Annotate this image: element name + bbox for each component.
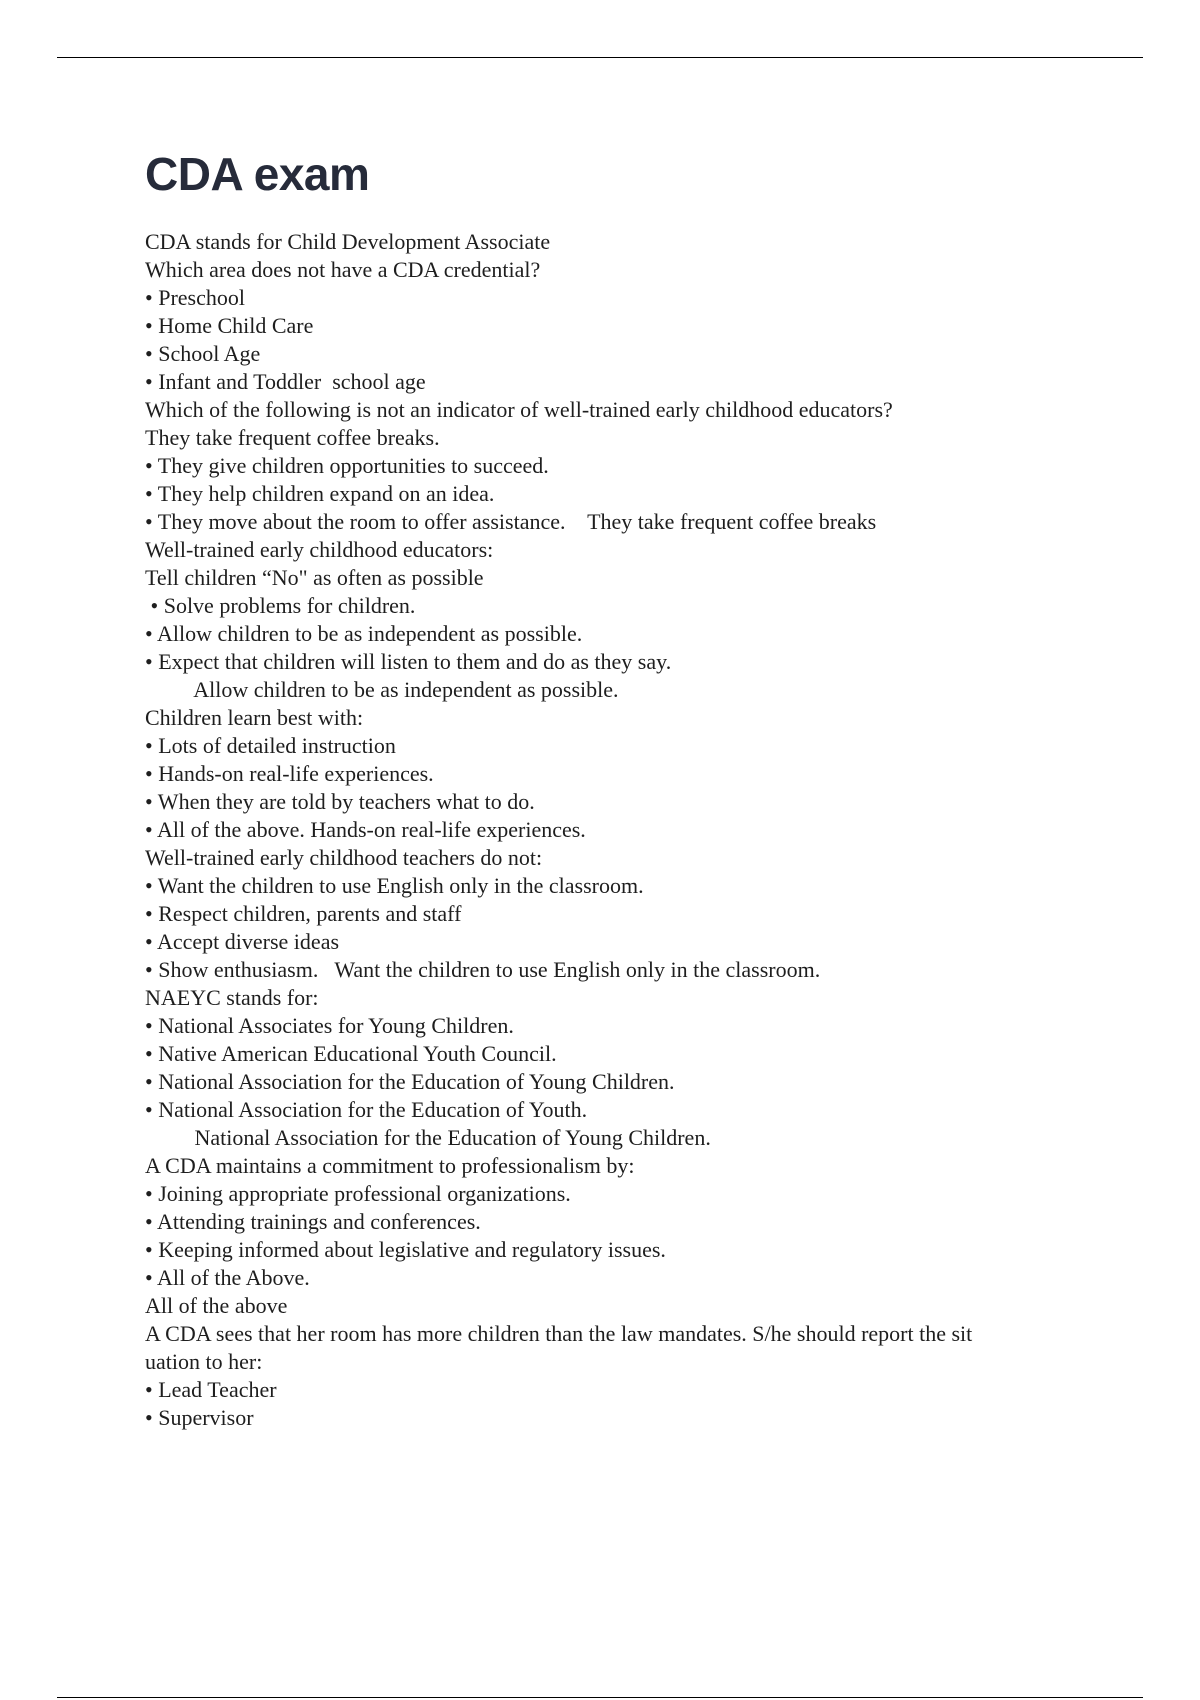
text-line: National Association for the Education of Young Children. <box>145 1125 711 1150</box>
text-line: • They help children expand on an idea. <box>145 481 495 506</box>
text-line: • Attending trainings and conferences. <box>145 1209 481 1234</box>
text-line: Allow children to be as independent as possible. <box>145 677 619 702</box>
text-line: NAEYC stands for: <box>145 985 319 1010</box>
text-line: • Respect children, parents and staff <box>145 901 462 926</box>
text-line: A CDA maintains a commitment to professionalism by: <box>145 1153 635 1178</box>
text-line: • National Associates for Young Children. <box>145 1013 514 1038</box>
text-line: • National Association for the Education of Youth. <box>145 1097 588 1122</box>
text-line: Tell children “No" as often as possible <box>145 565 484 590</box>
text-line: • Home Child Care <box>145 313 314 338</box>
text-line: • Expect that children will listen to them and do as they say. <box>145 649 672 674</box>
text-line: • Native American Educational Youth Council. <box>145 1041 557 1066</box>
document-body <box>145 228 1090 1432</box>
footer-rule <box>57 1697 1143 1698</box>
text-line: • They move about the room to offer assistance. They take frequent coffee breaks <box>145 509 877 534</box>
text-line: • Hands-on real-life experiences. <box>145 761 434 786</box>
text-line: • National Association for the Education of Young Children. <box>145 1069 675 1094</box>
text-line: • Allow children to be as independent as possible. <box>145 621 583 646</box>
page-title: CDA exam <box>145 148 370 200</box>
text-line: • Solve problems for children. <box>145 593 416 618</box>
text-line: A CDA sees that her room has more children than the law mandates. S/he should report the sit <box>145 1321 973 1346</box>
text-line: • Lots of detailed instruction <box>145 733 396 758</box>
text-line: uation to her: <box>145 1349 263 1374</box>
text-line: They take frequent coffee breaks. <box>145 425 440 450</box>
text-line: Children learn best with: <box>145 705 364 730</box>
header-rule <box>57 57 1143 58</box>
text-line: • All of the above. Hands-on real-life experiences. <box>145 817 586 842</box>
text-line: • All of the Above. <box>145 1265 310 1290</box>
text-line: CDA stands for Child Development Associate <box>145 229 551 254</box>
text-line: • Want the children to use English only in the classroom. <box>145 873 644 898</box>
text-line: Which of the following is not an indicator of well-trained early childhood educators? <box>145 397 893 422</box>
text-line: Well-trained early childhood teachers do not: <box>145 845 543 870</box>
text-line: • Accept diverse ideas <box>145 929 340 954</box>
text-line: • They give children opportunities to succeed. <box>145 453 549 478</box>
text-line: • Preschool <box>145 285 245 310</box>
text-line: • When they are told by teachers what to do. <box>145 789 535 814</box>
text-line: • Lead Teacher <box>145 1377 277 1402</box>
text-line: • Keeping informed about legislative and regulatory issues. <box>145 1237 666 1262</box>
text-line: • Supervisor <box>145 1405 254 1430</box>
text-line: All of the above <box>145 1293 288 1318</box>
text-line: • School Age <box>145 341 261 366</box>
text-line: • Joining appropriate professional organizations. <box>145 1181 571 1206</box>
text-line: Which area does not have a CDA credential? <box>145 257 541 282</box>
text-line: Well-trained early childhood educators: <box>145 537 494 562</box>
text-line: • Infant and Toddler school age <box>145 369 426 394</box>
text-line: • Show enthusiasm. Want the children to use English only in the classroom. <box>145 957 821 982</box>
